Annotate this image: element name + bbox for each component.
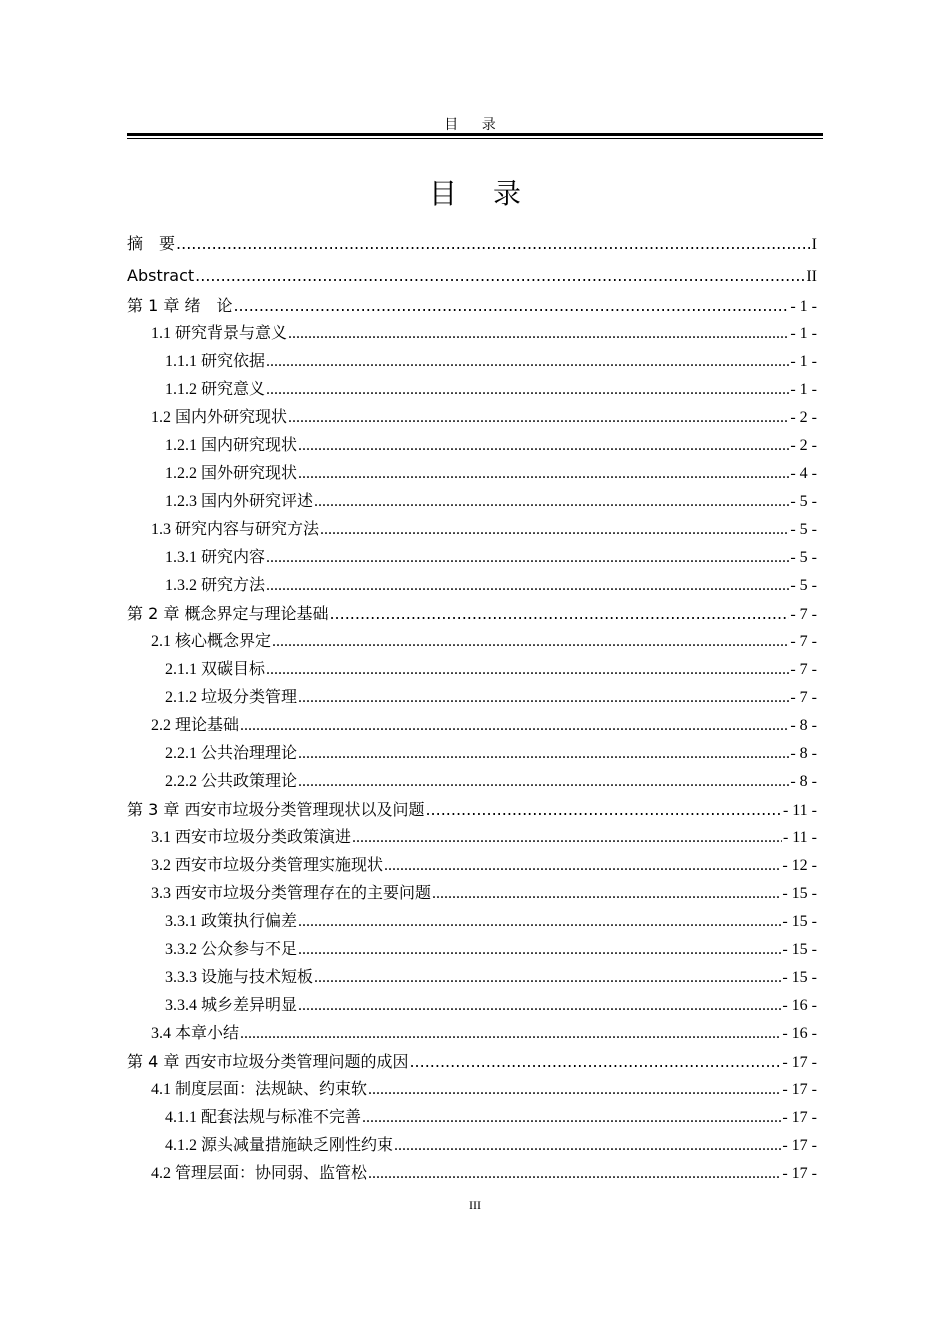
toc-entry-label: 1.2 国内外研究现状 [151, 409, 288, 426]
toc-entry-label: 1.1.2 研究意义 [165, 381, 266, 398]
toc-entry-label: 第 4 章 西安市垃圾分类管理问题的成因 [127, 1052, 409, 1071]
toc-dot-leader [314, 964, 781, 992]
toc-entry[interactable] [127, 1076, 817, 1104]
toc-entry-label: 1.1 研究背景与意义 [151, 325, 288, 342]
toc-entry-label: 1.2.1 国内研究现状 [165, 437, 298, 454]
toc-entry-label: 4.1 制度层面：法规缺、约束软 [151, 1081, 368, 1098]
toc-entry-label: 第 3 章 西安市垃圾分类管理现状以及问题 [127, 800, 425, 819]
toc-entry-page: - 1 - [790, 381, 817, 398]
toc-entry-page: - 17 - [782, 1165, 817, 1182]
toc-entry[interactable] [127, 880, 817, 908]
toc-dot-leader [298, 992, 781, 1020]
toc-dot-leader [195, 260, 805, 292]
toc-entry-page: - 7 - [790, 606, 817, 623]
toc-entry[interactable] [127, 768, 817, 796]
toc-entry-page: - 5 - [790, 493, 817, 510]
toc-entry-label: 2.1 核心概念界定 [151, 633, 272, 650]
toc-entry-page: - 1 - [790, 325, 817, 342]
toc-entry-label: 1.2.3 国内外研究评述 [165, 493, 314, 510]
header-rule-thin [127, 138, 823, 139]
toc-dot-leader [240, 712, 789, 740]
toc-entry-label: 第 2 章 概念界定与理论基础 [127, 604, 329, 623]
toc-dot-leader [288, 404, 789, 432]
toc-entry[interactable] [127, 376, 817, 404]
toc-dot-leader [266, 376, 789, 404]
toc-entry-label: 3.1 西安市垃圾分类政策演进 [151, 829, 352, 846]
toc-entry-page: - 16 - [782, 1025, 817, 1042]
toc-dot-leader [272, 628, 789, 656]
toc-entry-label: 2.2.1 公共治理理论 [165, 745, 298, 762]
toc-entry-label: 4.2 管理层面：协同弱、监管松 [151, 1165, 368, 1182]
running-header: 目 录 [444, 118, 506, 133]
toc-entry-page: - 8 - [790, 717, 817, 734]
toc-entry[interactable] [127, 1104, 817, 1132]
toc-entry-label: 2.2.2 公共政策理论 [165, 773, 298, 790]
toc-entry-page: II [806, 268, 817, 285]
toc-dot-leader [266, 348, 789, 376]
toc-entry-page: - 4 - [790, 465, 817, 482]
toc-entry[interactable] [127, 852, 817, 880]
toc-entry-page: - 11 - [782, 802, 817, 819]
toc-entry-page: - 5 - [790, 549, 817, 566]
toc-entry[interactable] [127, 1020, 817, 1048]
toc-entry-label: 4.1.2 源头减量措施缺乏刚性约束 [165, 1137, 394, 1154]
page-number: III [469, 1198, 481, 1212]
toc-entry-page: - 15 - [782, 969, 817, 986]
toc-entry-label: 3.3.3 设施与技术短板 [165, 969, 314, 986]
toc-entry-page: - 5 - [790, 577, 817, 594]
toc-entry[interactable] [127, 292, 817, 320]
toc-entry[interactable] [127, 460, 817, 488]
toc-entry-label: 2.2 理论基础 [151, 717, 240, 734]
toc-entry-label: 第 1 章 绪 论 [127, 296, 233, 315]
toc-entry-label: 3.4 本章小结 [151, 1025, 240, 1042]
toc-entry[interactable] [127, 260, 817, 292]
toc-entry-page: - 15 - [782, 885, 817, 902]
toc-entry-label: 摘 要 [127, 234, 176, 253]
toc-entry[interactable] [127, 1132, 817, 1160]
toc-entry[interactable] [127, 992, 817, 1020]
page-title: 目录 [428, 177, 557, 210]
toc-entry[interactable] [127, 572, 817, 600]
toc-entry[interactable] [127, 964, 817, 992]
toc-entry-label: 1.1.1 研究依据 [165, 353, 266, 370]
toc-entry-label: 3.2 西安市垃圾分类管理实施现状 [151, 857, 384, 874]
toc-entry-page: - 17 - [782, 1054, 817, 1071]
toc-entry-page: - 12 - [782, 857, 817, 874]
toc-entry-page: - 17 - [782, 1137, 817, 1154]
toc-entry-label: 1.3 研究内容与研究方法 [151, 521, 320, 538]
toc-dot-leader [288, 320, 789, 348]
toc-entry-label: 2.1.2 垃圾分类管理 [165, 689, 298, 706]
toc-entry-page: - 1 - [790, 298, 817, 315]
toc-dot-leader [298, 432, 789, 460]
toc-dot-leader [384, 852, 781, 880]
header-rule-thick [127, 133, 823, 136]
toc-entry-label: 3.3.4 城乡差异明显 [165, 997, 298, 1014]
toc-dot-leader [233, 292, 789, 320]
toc-dot-leader [368, 1076, 781, 1104]
toc-dot-leader [298, 684, 789, 712]
toc-entry-page: - 2 - [790, 409, 817, 426]
toc-entry[interactable] [127, 1160, 817, 1188]
toc-entry-page: - 8 - [790, 773, 817, 790]
toc-dot-leader [368, 1160, 781, 1188]
toc-entry-page: - 11 - [782, 829, 817, 846]
toc-dot-leader [352, 824, 782, 852]
toc-entry-label: 1.3.2 研究方法 [165, 577, 266, 594]
toc-entry-label: 4.1.1 配套法规与标准不完善 [165, 1109, 362, 1126]
toc-entry[interactable] [127, 936, 817, 964]
toc-entry[interactable] [127, 488, 817, 516]
toc-entry-page: - 17 - [782, 1109, 817, 1126]
toc-entry-label: 1.3.1 研究内容 [165, 549, 266, 566]
toc-entry-label: 2.1.1 双碳目标 [165, 661, 266, 678]
toc-dot-leader [240, 1020, 781, 1048]
toc-entry-page: - 7 - [790, 661, 817, 678]
toc-dot-leader [394, 1132, 781, 1160]
toc-entry[interactable] [127, 684, 817, 712]
toc-entry[interactable] [127, 628, 817, 656]
toc-entry-page: - 15 - [782, 941, 817, 958]
toc-dot-leader [329, 600, 789, 628]
toc-entry-page: - 5 - [790, 521, 817, 538]
toc-entry-page: - 7 - [790, 633, 817, 650]
toc-dot-leader [425, 796, 781, 824]
toc-entry[interactable] [127, 544, 817, 572]
toc-entry[interactable] [127, 228, 817, 260]
toc-entry-label: 3.3.2 公众参与不足 [165, 941, 298, 958]
toc-entry-page: - 7 - [790, 689, 817, 706]
toc-entry-label: 3.3.1 政策执行偏差 [165, 913, 298, 930]
toc-entry[interactable] [127, 1048, 817, 1076]
toc-dot-leader [266, 572, 789, 600]
toc-entry[interactable] [127, 740, 817, 768]
toc-entry[interactable] [127, 600, 817, 628]
toc-dot-leader [409, 1048, 781, 1076]
toc-dot-leader [298, 460, 789, 488]
toc-entry[interactable] [127, 404, 817, 432]
toc-entry-page: - 17 - [782, 1081, 817, 1098]
toc-entry[interactable] [127, 432, 817, 460]
toc-dot-leader [298, 936, 781, 964]
toc-dot-leader [362, 1104, 781, 1132]
toc-entry-label: 1.2.2 国外研究现状 [165, 465, 298, 482]
toc-entry-label: Abstract [127, 266, 195, 285]
toc-dot-leader [320, 516, 789, 544]
toc-entry[interactable] [127, 656, 817, 684]
table-of-contents [127, 228, 817, 1188]
toc-entry-page: I [811, 236, 817, 253]
toc-entry-page: - 8 - [790, 745, 817, 762]
toc-entry[interactable] [127, 796, 817, 824]
toc-entry-label: 3.3 西安市垃圾分类管理存在的主要问题 [151, 885, 432, 902]
toc-dot-leader [266, 656, 789, 684]
toc-entry[interactable] [127, 516, 817, 544]
toc-dot-leader [432, 880, 781, 908]
toc-entry[interactable] [127, 908, 817, 936]
toc-entry[interactable] [127, 320, 817, 348]
toc-dot-leader [266, 544, 789, 572]
toc-dot-leader [176, 228, 811, 260]
toc-entry-page: - 2 - [790, 437, 817, 454]
toc-entry[interactable] [127, 712, 817, 740]
toc-entry-page: - 15 - [782, 913, 817, 930]
toc-dot-leader [298, 768, 789, 796]
toc-entry[interactable] [127, 348, 817, 376]
toc-entry-page: - 16 - [782, 997, 817, 1014]
toc-dot-leader [298, 740, 789, 768]
toc-entry[interactable] [127, 824, 817, 852]
toc-dot-leader [314, 488, 789, 516]
toc-dot-leader [298, 908, 781, 936]
toc-entry-page: - 1 - [790, 353, 817, 370]
